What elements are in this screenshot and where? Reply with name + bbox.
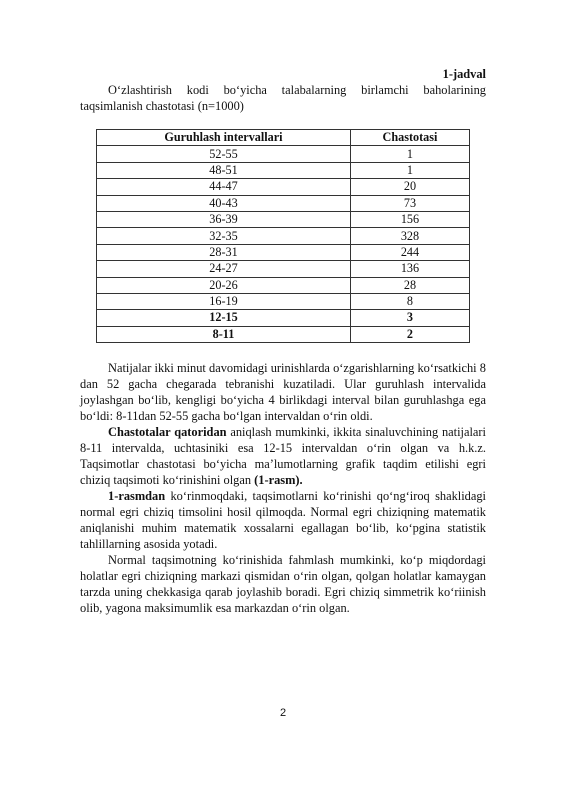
table-row bbox=[97, 211, 470, 227]
page-number: 2 bbox=[279, 707, 287, 719]
frequency-cell: 244 bbox=[350, 244, 469, 260]
paragraph-results: Natijalar ikki minut davomidagi urinishlarda o‘zgarishlarning ko‘rsatkichi 8 dan 52 gacha chegarada tebranishi kuzatiladi. Ular guruhlash intervalida joylashgan bo‘lib, kengligi bo‘yicha 4 birlikdagi interval bilan guruhlashga ega bo‘ldi: 8-11dan 52-55 gacha bo‘lgan intervaldan o‘rin oldi. bbox=[80, 361, 486, 424]
paragraph-frequency-series bbox=[80, 424, 486, 488]
table-header-row bbox=[97, 130, 470, 146]
frequency-cell: 156 bbox=[350, 211, 469, 227]
body-text bbox=[80, 360, 486, 616]
interval-cell: 24-27 bbox=[97, 261, 351, 277]
bold-term: Chastotalar qatoridan bbox=[108, 425, 227, 440]
interval-cell: 44-47 bbox=[97, 179, 351, 195]
header-intervals: Guruhlash intervallari bbox=[97, 130, 351, 146]
frequency-cell: 1 bbox=[350, 146, 469, 162]
paragraph-normal-distribution: Normal taqsimotning ko‘rinishida fahmlash mumkinki, ko‘p miqdordagi holatlar egri chiziqning markazi qismidan o‘rin olgan, qolgan holatlar kamaygan tarzda uning chekkasiga qarab joylashib boradi. Egri chiziq simmetrik ko‘riinish olib, yagona maksimumlik esa markazdan o‘rin olgan. bbox=[80, 553, 486, 616]
interval-cell: 8-11 bbox=[97, 326, 351, 342]
interval-cell: 36-39 bbox=[97, 211, 351, 227]
table-row bbox=[97, 162, 470, 178]
table-row bbox=[97, 195, 470, 211]
frequency-cell: 2 bbox=[350, 326, 469, 342]
interval-cell: 48-51 bbox=[97, 162, 351, 178]
document-page bbox=[80, 66, 486, 616]
interval-cell: 20-26 bbox=[97, 277, 351, 293]
table-row bbox=[97, 326, 470, 342]
table-row bbox=[97, 179, 470, 195]
table-row bbox=[97, 261, 470, 277]
frequency-table bbox=[96, 129, 470, 343]
paragraph-text: aniqlash mumkinki, ikkita sinaluvchining natijalari 8-11 intervalda, uchtasiniki esa 12-15 intervaldan o‘rin olgan va h.k.z. Taqsimotlar chastotasi bo‘yicha ma’lumotlarning grafik taqdim etilishi egri chiziq taqsimoti ko‘rinishini olgan bbox=[80, 425, 486, 488]
figure-reference: (1-rasm). bbox=[254, 473, 303, 488]
interval-cell: 52-55 bbox=[97, 146, 351, 162]
frequency-cell: 8 bbox=[350, 293, 469, 309]
table-row bbox=[97, 293, 470, 309]
interval-cell: 28-31 bbox=[97, 244, 351, 260]
interval-cell: 16-19 bbox=[97, 293, 351, 309]
table-row bbox=[97, 146, 470, 162]
frequency-cell: 1 bbox=[350, 162, 469, 178]
frequency-cell: 20 bbox=[350, 179, 469, 195]
table-label: 1-jadval bbox=[442, 67, 486, 81]
interval-cell: 12-15 bbox=[97, 310, 351, 326]
frequency-cell: 3 bbox=[350, 310, 469, 326]
table-row bbox=[97, 310, 470, 326]
table-row bbox=[97, 244, 470, 260]
table-row bbox=[97, 277, 470, 293]
paragraph-text: ko‘rinmoqdaki, taqsimotlarni ko‘rinishi qo‘ng‘iroq shaklidagi normal egri chiziq timsolini hosil qilmoqda. Normal egri chiziqning matematik aniqlanishi muhim matematik xossalarni egallagan bo‘lib, ko‘pgina statistik tahlillarning asosida yotadi. bbox=[80, 489, 486, 552]
frequency-cell: 328 bbox=[350, 228, 469, 244]
interval-cell: 32-35 bbox=[97, 228, 351, 244]
paragraph-figure bbox=[80, 488, 486, 552]
header-frequency: Chastotasi bbox=[350, 130, 469, 146]
bold-term: 1-rasmdan bbox=[108, 489, 166, 504]
table-caption: O‘zlashtirish kodi bo‘yicha talabalarning birlamchi baholarining taqsimlanish chastotasi (n=1000) bbox=[80, 83, 486, 113]
frequency-cell: 28 bbox=[350, 277, 469, 293]
frequency-cell: 136 bbox=[350, 261, 469, 277]
table-row bbox=[97, 228, 470, 244]
frequency-cell: 73 bbox=[350, 195, 469, 211]
interval-cell: 40-43 bbox=[97, 195, 351, 211]
